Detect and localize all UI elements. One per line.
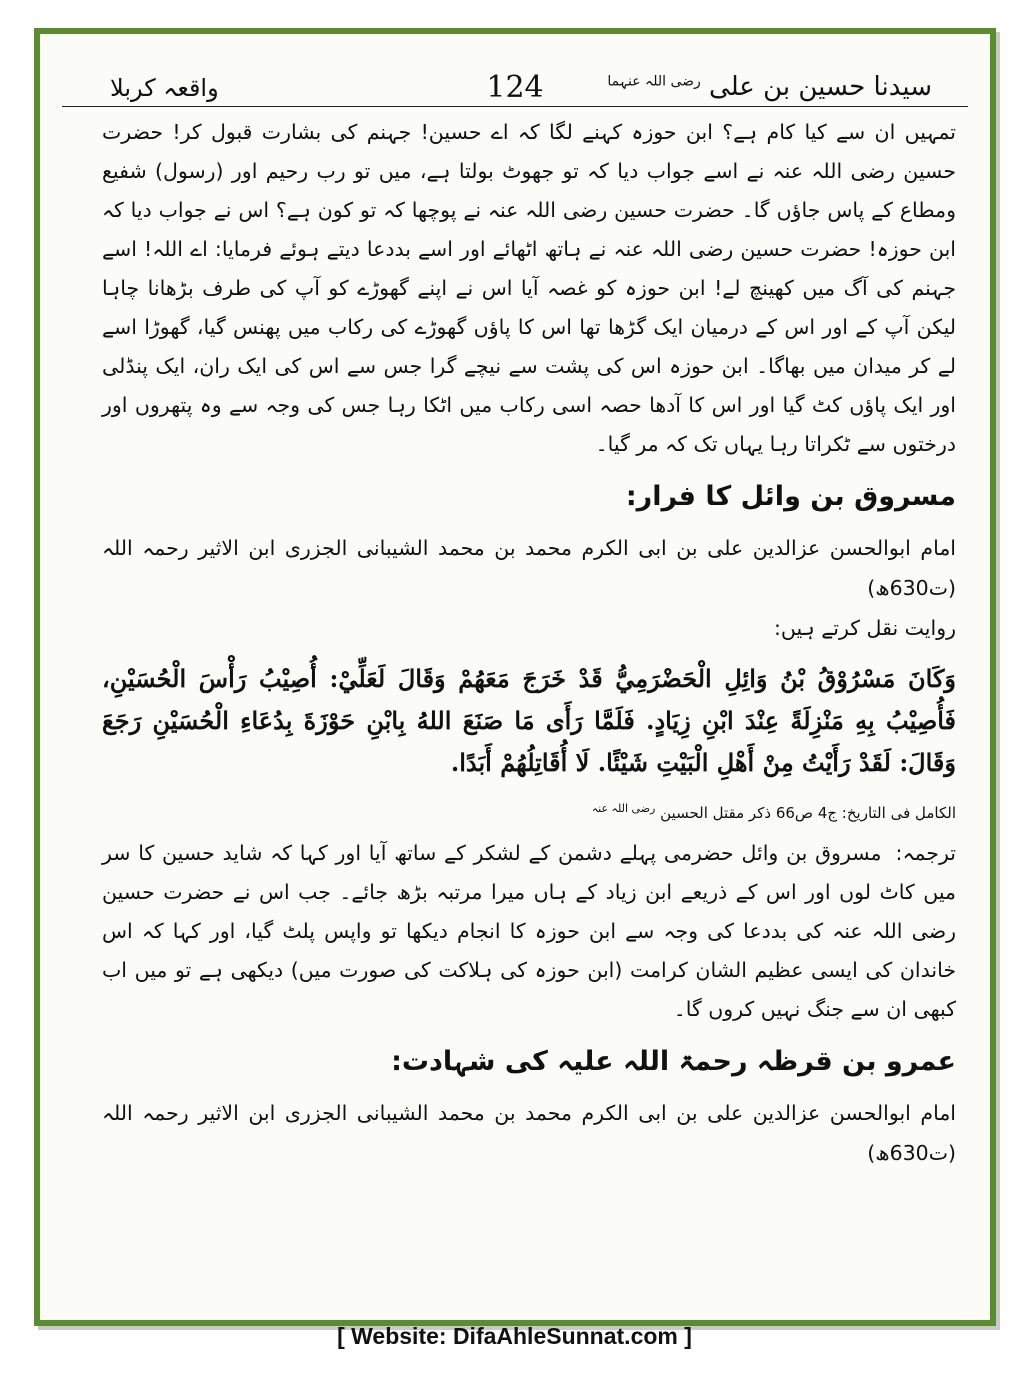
arabic-quote: وَكَانَ مَسْرُوْقُ بْنُ وَائِلِ الْحَضْرَمِيُّ قَدْ خَرَجَ مَعَهُمْ وَقَالَ لَعَلِّيْ: أُصِيْبُ رَأْسَ الْحُسَيْنِ، فَأُصِيْبُ بِهِ مَنْزِلَةً عِنْدَ ابْنِ زِيَادٍ. فَلَمَّا رَأَى مَا صَنَعَ اللهُ بِابْنِ حَوْزَةَ بِدُعَاءِ الْحُسَيْنِ رَجَعَ وَقَالَ: لَقَدْ رَأَيْتُ مِنْ أَهْلِ الْبَيْتِ شَيْئًا. لَا أُقَاتِلُهُمْ أَبَدًا. [102,664,956,777]
narration-ibn-athir-2: امام ابوالحسن عزالدین علی بن ابی الکرم محمد بن محمد الشیبانی الجزری ابن الاثیر رحمہ اللہ (ت630ھ) [102,1101,956,1165]
translation-text: مسروق بن وائل حضرمی پہلے دشمن کے لشکر کے ساتھ آیا اور کہا کہ شاید حسین کا سر میں کاٹ لوں اور اس کے ذریعے ابن زیاد کے ہاں میرا مرتبہ بڑھ جائے۔ جب اس نے حضرت حسین رضی اللہ عنہ کی بددعا کی وجہ سے ابن حوزہ کا انجام دیکھا تو واپس پلٹ گیا، اور کہا کہ اس خاندان کی ایسی عظیم الشان کرامت (ابن حوزہ کی ہلاکت کی صورت میں) دیکھی ہے تو میں اب کبھی ان سے جنگ نہیں کروں گا۔ [102,841,956,1021]
translation-label: ترجمہ: [895,841,956,865]
book-title-text: سیدنا حسین بن علی [709,72,932,102]
reference-honorific: رضی اللہ عنہ [591,802,656,815]
page-header [62,54,968,107]
narration-intro: روایت نقل کرتے ہیں: [774,616,956,640]
honorific-glyph: رضی اللہ عنہما [607,73,701,90]
chapter-title: واقعہ کربلا [110,74,219,102]
paragraph-ibn-hawza: تمہیں ان سے کیا کام ہے؟ ابن حوزہ کہنے لگا کہ اے حسین! جہنم کی بشارت قبول کر! حضرت حسین رضی اللہ عنہ نے اسے جواب دیا کہ تو جھوٹ بولتا ہے، میں تو رب رحیم اور (رسول) شفیع ومطاع کے پاس جاؤں گا۔ حضرت حسین رضی اللہ عنہ نے پوچھا کہ تو کون ہے؟ اس نے جواب دیا کہ ابن حوزہ! حضرت حسین رضی اللہ عنہ نے ہاتھ اٹھائے اور اسے بددعا دیتے ہوئے فرمایا: اے اللہ! اسے جہنم کی آگ میں کھینچ لے! ابن حوزہ کو غصہ آیا اس نے اپنے گھوڑے کو آپ کی طرف بڑھانا چاہا لیکن آپ کے اور اس کے درمیان ایک گڑھا تھا اس کا پاؤں گھوڑے کی رکاب میں پھنس گیا، گھوڑا اسے لے کر میدان میں بھاگا۔ ابن حوزہ اس کی پشت سے نیچے گرا جس سے اس کی ایک ران، ایک پنڈلی اور ایک پاؤں کٹ گیا اور اس کا آدھا حصہ اسی رکاب میں اٹکا رہا جس کی وجہ سے وہ پتھروں اور درختوں سے ٹکراتا رہا یہاں تک کہ مر گیا۔ [102,120,956,456]
book-page [62,54,968,1173]
narration-ibn-athir: امام ابوالحسن عزالدین علی بن ابی الکرم محمد بن محمد الشیبانی الجزری ابن الاثیر رحمہ اللہ (ت630ھ) [102,536,956,600]
page-number: 124 [486,70,544,105]
reference-text: الکامل فی التاریخ: ج4 ص66 ذکر مقتل الحسین [660,804,956,822]
website-footer: [ Website: DifaAhleSunnat.com ] [337,1323,692,1349]
reference-citation [102,794,956,828]
translation-paragraph [102,834,956,1029]
heading-masruq: مسروق بن وائل کا فرار: [625,481,956,512]
page-content [62,113,968,1173]
heading-amr-bin-qarza: عمرو بن قرظہ رحمۃ اللہ علیہ کی شہادت: [391,1046,956,1077]
